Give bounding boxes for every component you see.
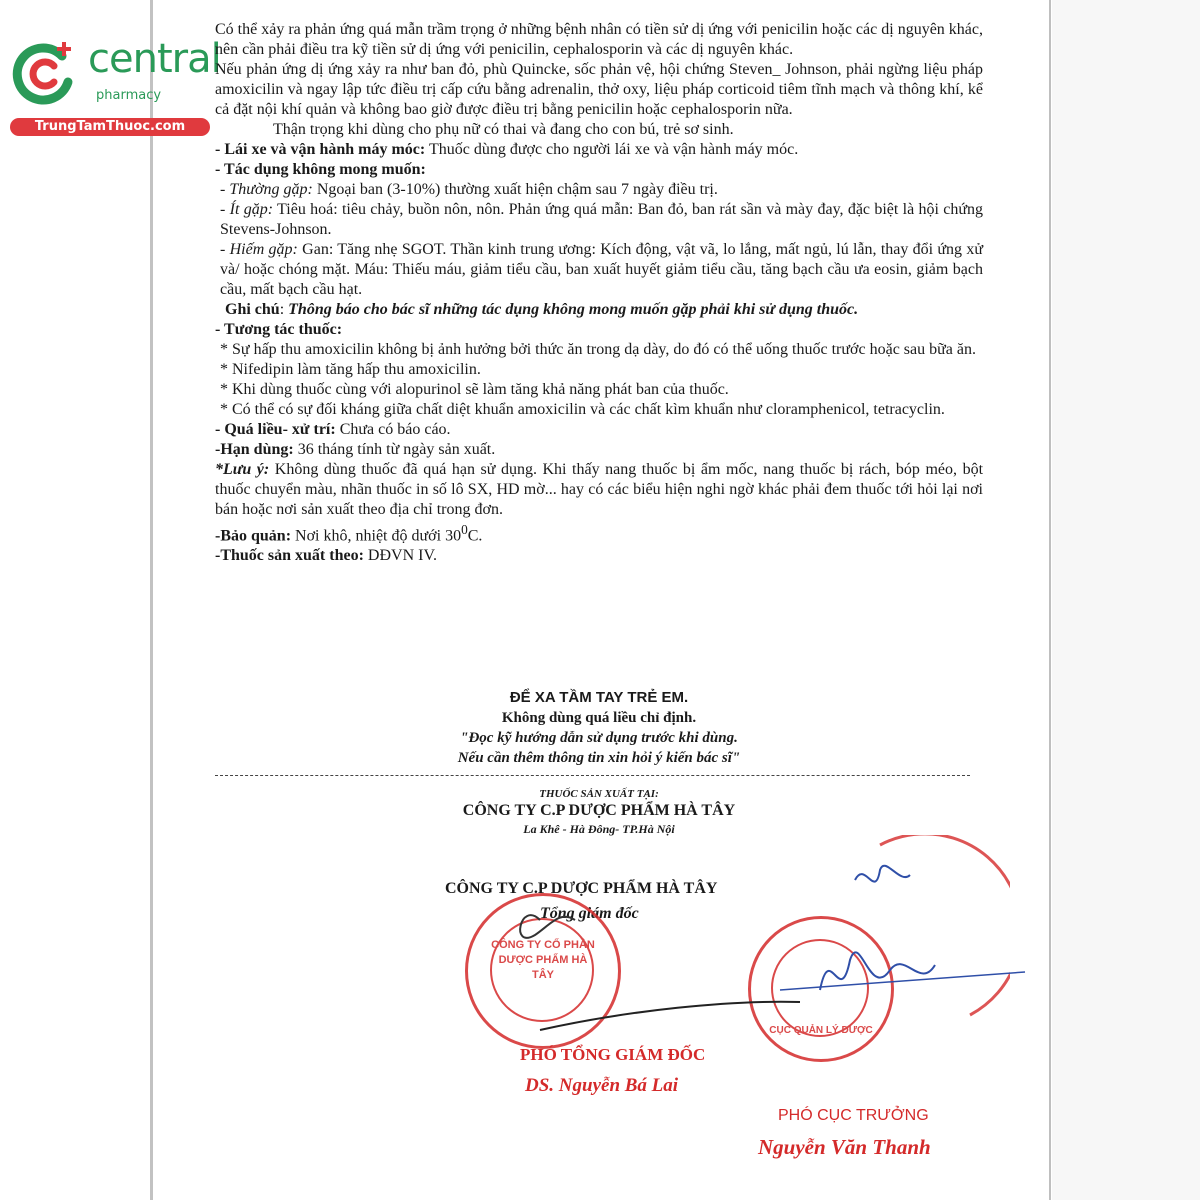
standard-label: -Thuốc sản xuất theo: <box>215 547 364 565</box>
rare-label: - Hiếm gặp: <box>220 241 298 258</box>
pharmacy-logo-icon <box>10 38 80 108</box>
deputy-head-name: Nguyễn Văn Thanh <box>758 1135 931 1159</box>
manufacturer-block <box>215 788 983 837</box>
manufacturer-address: La Khê - Hà Đông- TP.Hà Nội <box>523 822 675 836</box>
caution-label: *Lưu ý: <box>215 461 270 478</box>
interaction-item: * Khi dùng thuốc cùng với alopurinol sẽ làm tăng khả năng phát ban của thuốc. <box>220 381 729 398</box>
scan-edge-right <box>1049 0 1051 1200</box>
overdose-label: - Quá liều- xử trí: <box>215 421 336 438</box>
standard-text: DĐVN IV. <box>363 547 437 565</box>
leaflet-body <box>215 20 983 566</box>
expiry-label: -Hạn dùng: <box>215 441 294 458</box>
note-label: Ghi chú <box>225 301 280 318</box>
side-effects-heading: - Tác dụng không mong muốn: <box>215 161 426 178</box>
standard-line <box>215 546 983 566</box>
read-instructions: "Đọc kỹ hướng dẫn sử dụng trước khi dùng. <box>460 730 738 746</box>
deputy-director-name: DS. Nguyễn Bá Lai <box>525 1075 679 1096</box>
expiry-text: 36 tháng tính từ ngày sản xuất. <box>293 441 496 458</box>
driving-text: Thuốc dùng được cho người lái xe và vận hành máy móc. <box>425 141 799 158</box>
interactions-heading: - Tương tác thuốc: <box>215 321 343 338</box>
driving-label: - Lái xe và vận hành máy móc: <box>215 141 426 158</box>
side-effects-uncommon <box>215 200 983 240</box>
agency-seal-text: CỤC QUẢN LÝ DƯỢC <box>769 1025 873 1036</box>
caution-line <box>215 460 983 520</box>
storage-label: -Bảo quản: <box>215 527 292 545</box>
divider <box>215 775 970 776</box>
side-effects-rare <box>215 240 983 300</box>
dosage-warning: Không dùng quá liều chỉ định. <box>501 710 697 726</box>
interaction-item: * Sự hấp thu amoxicilin không bị ảnh hưởng bởi thức ăn trong dạ dày, do đó có thể uống thuốc trước hoặc sau bữa ăn. <box>220 341 976 358</box>
note-text: Thông báo cho bác sĩ những tác dụng không mong muốn gặp phải khi sử dụng thuốc. <box>288 301 859 318</box>
storage-line <box>215 520 983 546</box>
scan-edge-left <box>150 0 153 1200</box>
caution-text: Không dùng thuốc đã quá hạn sử dụng. Khi thấy nang thuốc bị ẩm mốc, nang thuốc bị rách, bóp méo, bột thuốc chuyển màu, nhãn thuốc in số lô SX, HD mờ... hay có các biểu hiện nghi ngờ khác phải đem thuốc tới hỏi lại nơi bán hoặc nơi sản xuất theo địa chỉ trong đơn. <box>215 461 984 518</box>
expiry-line <box>215 440 983 460</box>
paragraph-pregnancy: Thận trọng khi dùng cho phụ nữ có thai và đang cho con bú, trẻ sơ sinh. <box>273 121 734 138</box>
storage-degree: 0 <box>461 522 468 537</box>
driving-section <box>215 140 983 160</box>
company-seal-text: CÔNG TY CỔ PHẦN DƯỢC PHẨM HÀ TÂY <box>491 939 595 981</box>
overdose-line <box>215 420 983 440</box>
brand-name: central <box>88 36 221 82</box>
paragraph-allergy-reaction: Nếu phản ứng dị ứng xảy ra như ban đỏ, phù Quincke, sốc phản vệ, hội chứng Steven_ Johnson, phải ngừng liệu pháp amoxicilin và ngay lập tức điều trị cấp cứu bằng adrenalin, thở oxy, liệu pháp corticoid tiêm tĩnh mạch và thông khí, kể cả đặt nội khí quản và không bao giờ được điều trị bằng penicilin hoặc cephalosporin nữa. <box>215 61 983 118</box>
central-pharmacy-logo[interactable] <box>10 36 221 138</box>
deputy-director-title: PHÓ TỔNG GIÁM ĐỐC <box>520 1045 706 1064</box>
paragraph-allergy-history: Có thể xảy ra phản ứng quá mẫn trầm trọng ở những bệnh nhân có tiền sử dị ứng với penicilin hoặc các dị nguyên khác, nên cần phải điều tra kỹ tiền sử dị ứng với penicilin, cephalosporin và các dị nguyên khác. <box>215 21 983 58</box>
signing-company: CÔNG TY C.P DƯỢC PHẨM HÀ TÂY <box>445 880 718 897</box>
brand-site-link[interactable]: TrungTamThuoc.com <box>10 118 210 136</box>
manufacturer-name: CÔNG TY C.P DƯỢC PHẨM HÀ TÂY <box>462 802 736 819</box>
signing-role: Tổng giám đốc <box>540 905 639 922</box>
rare-text: Gan: Tăng nhẹ SGOT. Thần kinh trung ương: Kích động, vật vã, lo lắng, mất ngủ, lú lẫn, thay đổi ứng xử và/ hoặc chóng mặt. Máu: Thiếu máu, giảm tiểu cầu, ban xuất huyết giảm tiểu cầu, tăng bạch cầu ưa eosin, giảm bạch cầu, mất bạch cầu hạt. <box>220 241 984 298</box>
storage-text: Nơi khô, nhiệt độ dưới 30 <box>291 527 462 545</box>
common-label: - Thường gặp: <box>220 181 313 198</box>
deputy-head-title: PHÓ CỤC TRƯỞNG <box>778 1107 929 1124</box>
uncommon-label: - Ít gặp: <box>220 201 274 218</box>
ask-doctor: Nếu cần thêm thông tin xin hỏi ý kiến bác sĩ" <box>457 750 741 766</box>
scan-margin-right <box>1052 0 1200 1200</box>
warnings-block <box>215 688 983 768</box>
common-text: Ngoại ban (3-10%) thường xuất hiện chậm sau 7 ngày điều trị. <box>312 181 718 198</box>
brand-subtitle: pharmacy <box>96 88 162 103</box>
uncommon-text: Tiêu hoá: tiêu chảy, buồn nôn, nôn. Phản ứng quá mẫn: Ban đỏ, ban rát sần và mày đay, đặc biệt là hội chứng Stevens-Johnson. <box>220 201 984 238</box>
storage-unit: C. <box>467 527 483 545</box>
overdose-text: Chưa có báo cáo. <box>335 421 451 438</box>
interaction-item: * Nifedipin làm tăng hấp thu amoxicilin. <box>220 361 481 378</box>
manufacturer-label: THUỐC SẢN XUẤT TẠI: <box>539 788 659 800</box>
note-line: Ghi chú: Thông báo cho bác sĩ những tác dụng không mong muốn gặp phải khi sử dụng thuốc. <box>225 301 859 318</box>
keep-away-warning: ĐỂ XA TẦM TAY TRẺ EM. <box>509 689 689 706</box>
interaction-item: * Có thể có sự đối kháng giữa chất diệt khuẩn amoxicilin và các chất kìm khuẩn như cloramphenicol, tetracyclin. <box>220 401 945 418</box>
side-effects-common <box>215 180 983 200</box>
